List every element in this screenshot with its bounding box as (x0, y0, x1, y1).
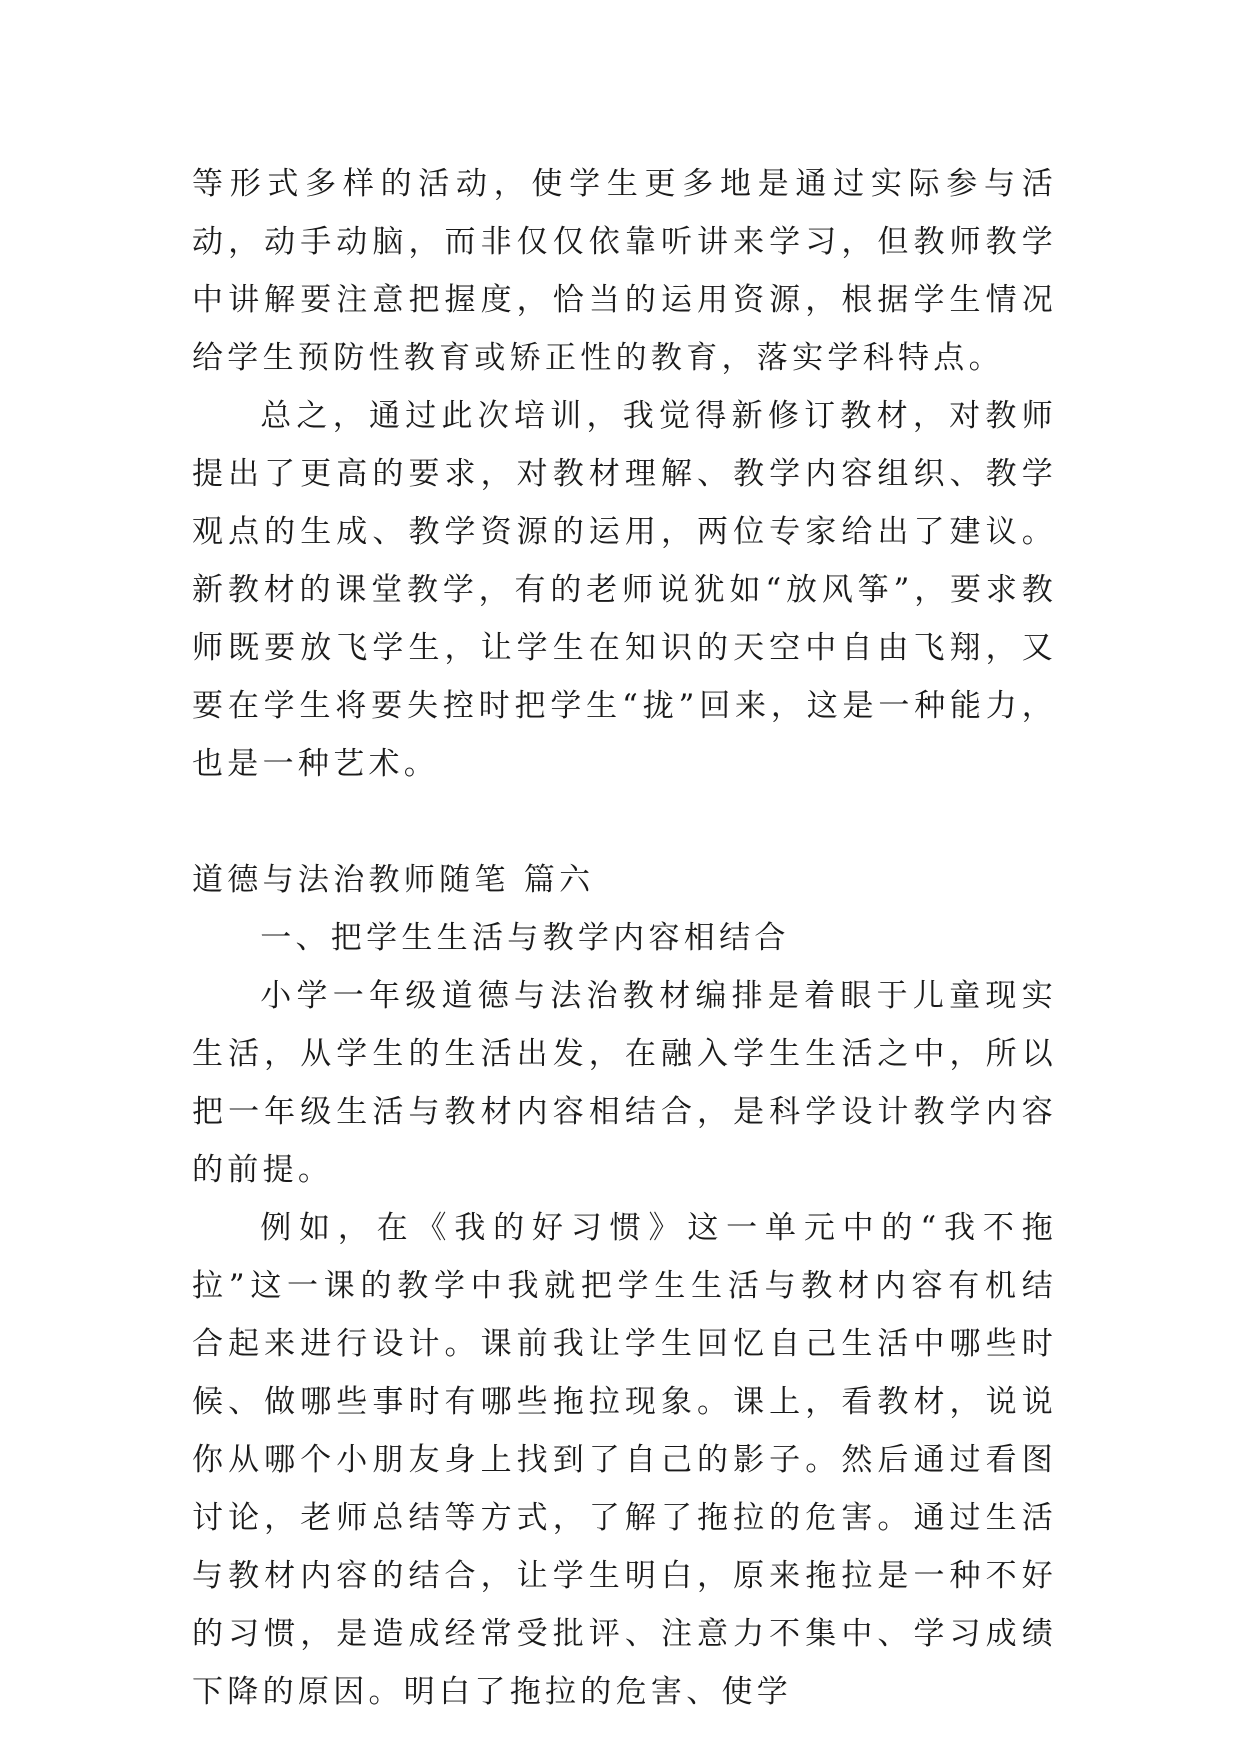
paragraph-continuation: 等形式多样的活动，使学生更多地是通过实际参与活动，动手动脑，而非仅仅依靠听讲来学习，但教师教学中讲解要注意把握度，恰当的运用资源，根据学生情况给学生预防性教育或矫正性的教育，落实学科特点。 (192, 166, 1057, 376)
paragraph-textbook: 小学一年级道德与法治教材编排是着眼于儿童现实生活，从学生的生活出发，在融入学生生活之中，所以把一年级生活与教材内容相结合，是科学设计教学内容的前提。 (192, 978, 1057, 1188)
subsection-heading: 一、把学生生活与教学内容相结合 (260, 920, 790, 956)
paragraph-example: 例如，在《我的好习惯》这一单元中的“我不拖拉”这一课的教学中我就把学生生活与教材内容有机结合起来进行设计。课前我让学生回忆自己生活中哪些时候、做哪些事时有哪些拖拉现象。课上，看教材，说说你从哪个小朋友身上找到了自己的影子。然后通过看图讨论，老师总结等方式，了解了拖拉的危害。通过生活与教材内容的结合，让学生明白，原来拖拉是一种不好的习惯，是造成经常受批评、注意力不集中、学习成绩下降的原因。明白了拖拉的危害、使学 (192, 1210, 1057, 1710)
paragraph-conclusion: 总之，通过此次培训，我觉得新修订教材，对教师提出了更高的要求，对教材理解、教学内容组织、教学观点的生成、教学资源的运用，两位专家给出了建议。新教材的课堂教学，有的老师说犹如“放风筝”，要求教师既要放飞学生，让学生在知识的天空中自由飞翔，又要在学生将要失控时把学生“拢”回来，这是一种能力，也是一种艺术。 (192, 398, 1057, 782)
section-title: 道德与法治教师随笔 篇六 (192, 862, 595, 898)
document-body (192, 155, 1057, 1721)
